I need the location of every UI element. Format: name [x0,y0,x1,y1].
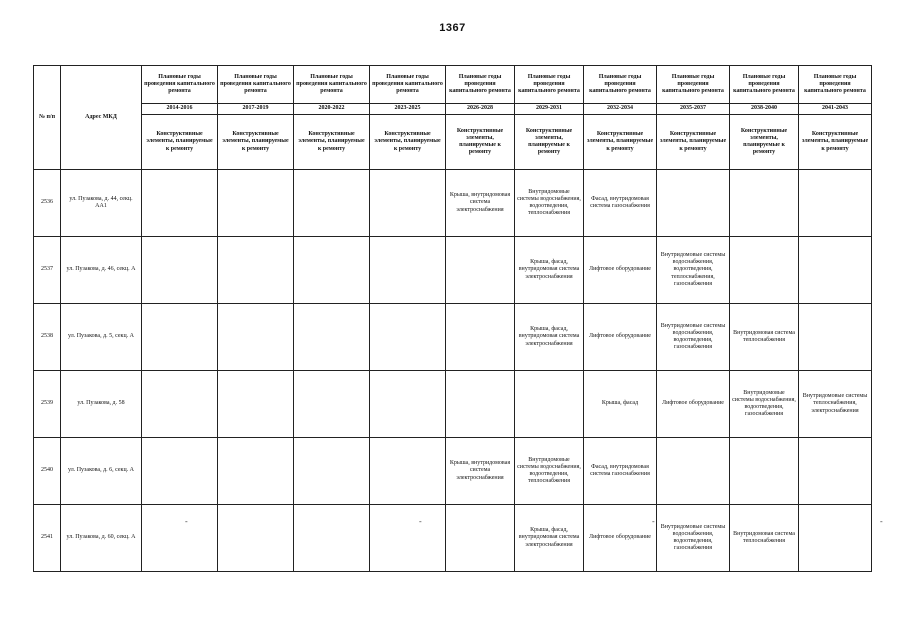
building-address: ул. Пузакова, д. 44, секц. АА1 [61,170,142,237]
period-header: 2029-2031 [515,104,584,115]
repair-elements-cell [799,438,872,505]
repair-elements-cell: Лифтовое оборудование [657,371,730,438]
building-address: ул. Пузакова, д. 6, секц. А [61,438,142,505]
repair-elements-cell: Лифтовое оборудование [584,237,657,304]
table-row [34,170,872,237]
repair-elements-cell: Внутридомовые системы водоснабжения, водоотведения, теплоснабжения [515,170,584,237]
repair-elements-cell [218,304,294,371]
repair-elements-cell: Лифтовое оборудование [584,505,657,572]
repair-elements-cell [446,505,515,572]
repair-elements-cell [142,304,218,371]
repair-elements-cell [730,237,799,304]
repair-elements-cell: Внутридомовые системы водоснабжения, водоотведения, газоснабжения [657,304,730,371]
table-row [34,237,872,304]
repair-elements-cell [370,304,446,371]
repair-elements-cell: Внутридомовые системы водоснабжения, водоотведения, теплоснабжения [515,438,584,505]
table-row [34,304,872,371]
repair-elements-cell: Лифтовое оборудование [584,304,657,371]
period-header: 2032-2034 [584,104,657,115]
repair-elements-cell [799,304,872,371]
planned-years-header: Плановые годы проведения капитального ремонта [446,66,515,104]
elements-header: Конструктивные элементы, планируемые к ремонту [294,115,370,170]
period-header: 2014-2016 [142,104,218,115]
planned-years-header: Плановые годы проведения капитального ремонта [370,66,446,104]
header-row-elements [34,115,872,170]
building-address: ул. Пузакова, д. 5, секц. А [61,304,142,371]
repair-elements-cell: Крыша, фасад [584,371,657,438]
repair-elements-cell [294,304,370,371]
header-row-planned-years [34,66,872,104]
repair-elements-cell [370,371,446,438]
elements-header: Конструктивные элементы, планируемые к ремонту [515,115,584,170]
planned-years-header: Плановые годы проведения капитального ремонта [218,66,294,104]
repair-elements-cell [730,438,799,505]
building-address: ул. Пузакова, д. 46, секц. А [61,237,142,304]
planned-years-header: Плановые годы проведения капитального ремонта [142,66,218,104]
row-number: 2536 [34,170,61,237]
repair-elements-cell [294,237,370,304]
elements-header: Конструктивные элементы, планируемые к ремонту [446,115,515,170]
repair-elements-cell [799,170,872,237]
period-header: 2038-2040 [730,104,799,115]
table-row [34,371,872,438]
row-number: 2541 [34,505,61,572]
repair-elements-cell [370,505,446,572]
repair-elements-cell [218,237,294,304]
repair-elements-cell [142,237,218,304]
row-number: 2539 [34,371,61,438]
row-number: 2537 [34,237,61,304]
planned-years-header: Плановые годы проведения капитального ремонта [730,66,799,104]
column-header-address: Адрес МКД [61,66,142,170]
repair-elements-cell [294,505,370,572]
planned-years-header: Плановые годы проведения капитального ремонта [584,66,657,104]
repair-elements-cell [657,170,730,237]
elements-header: Конструктивные элементы, планируемые к ремонту [799,115,872,170]
repair-elements-cell: Внутридомовые системы водоснабжения, водоотведения, газоснабжения [730,371,799,438]
elements-header: Конструктивные элементы, планируемые к ремонту [584,115,657,170]
repair-elements-cell: Крыша, фасад, внутридомовая система электроснабжения [515,505,584,572]
repair-elements-cell: Внутридомовая система теплоснабжения [730,505,799,572]
period-header: 2017-2019 [218,104,294,115]
repair-elements-cell [446,371,515,438]
building-address: ул. Пузакова, д. 60, секц. А [61,505,142,572]
scan-mark: - [880,517,883,526]
repair-elements-cell [142,371,218,438]
repair-elements-cell: Крыша, фасад, внутридомовая система электроснабжения [515,237,584,304]
repair-elements-cell [218,505,294,572]
table-row [34,505,872,572]
repair-elements-cell [446,237,515,304]
repair-elements-cell [218,371,294,438]
repair-elements-cell [142,438,218,505]
repair-elements-cell [515,371,584,438]
scan-mark: - [652,517,655,526]
repair-elements-cell [799,505,872,572]
repair-elements-cell: Внутридомовые системы водоснабжения, водоотведения, теплоснабжения, газоснабжения [657,237,730,304]
repair-elements-cell: Фасад, внутридомовая система газоснабжения [584,438,657,505]
repair-elements-cell [294,170,370,237]
repair-elements-cell [218,170,294,237]
repair-elements-cell [294,371,370,438]
repair-elements-cell [294,438,370,505]
elements-header: Конструктивные элементы, планируемые к ремонту [142,115,218,170]
column-header-number: № п/п [34,66,61,170]
header-row-periods [34,104,872,115]
repair-elements-cell: Крыша, внутридомовая система электроснабжения [446,170,515,237]
scan-mark: - [419,517,422,526]
repair-elements-cell: Крыша, фасад, внутридомовая система электроснабжения [515,304,584,371]
repair-elements-cell [142,170,218,237]
repair-elements-cell [799,237,872,304]
repair-elements-cell: Внутридомовые системы теплоснабжения, электроснабжения [799,371,872,438]
period-header: 2020-2022 [294,104,370,115]
period-header: 2035-2037 [657,104,730,115]
scan-mark: - [185,517,188,526]
repair-elements-cell [370,237,446,304]
repair-elements-cell: Внутридомовая система теплоснабжения [730,304,799,371]
repair-elements-cell [370,170,446,237]
period-header: 2026-2028 [446,104,515,115]
repair-elements-cell [370,438,446,505]
planned-years-header: Плановые годы проведения капитального ремонта [515,66,584,104]
planned-years-header: Плановые годы проведения капитального ремонта [657,66,730,104]
period-header: 2023-2025 [370,104,446,115]
repair-elements-cell: Крыша, внутридомовая система электроснабжения [446,438,515,505]
repair-elements-cell [446,304,515,371]
row-number: 2540 [34,438,61,505]
planned-years-header: Плановые годы проведения капитального ремонта [294,66,370,104]
period-header: 2041-2043 [799,104,872,115]
building-address: ул. Пузакова, д. 58 [61,371,142,438]
repair-elements-cell [218,438,294,505]
planned-years-header: Плановые годы проведения капитального ремонта [799,66,872,104]
repair-elements-cell [142,505,218,572]
elements-header: Конструктивные элементы, планируемые к ремонту [218,115,294,170]
table-row [34,438,872,505]
repair-elements-cell: Внутридомовые системы водоснабжения, водоотведения, газоснабжения [657,505,730,572]
elements-header: Конструктивные элементы, планируемые к ремонту [657,115,730,170]
elements-header: Конструктивные элементы, планируемые к ремонту [730,115,799,170]
repair-elements-cell: Фасад, внутридомовая система газоснабжения [584,170,657,237]
capital-repair-schedule-table [33,65,872,572]
elements-header: Конструктивные элементы, планируемые к ремонту [370,115,446,170]
row-number: 2538 [34,304,61,371]
repair-elements-cell [730,170,799,237]
page-number: 1367 [439,22,466,34]
repair-elements-cell [657,438,730,505]
